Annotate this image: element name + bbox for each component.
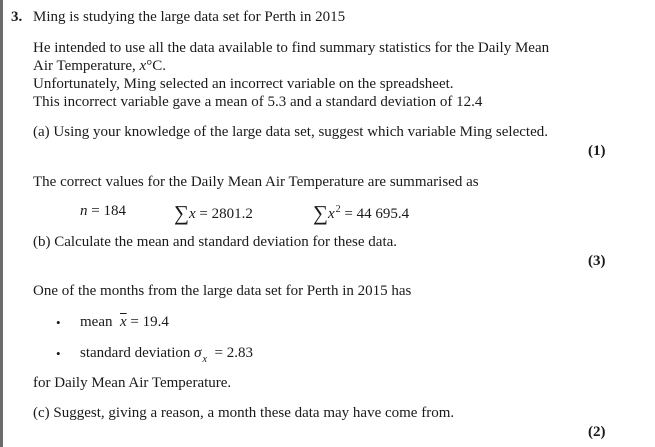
summary-intro: The correct values for the Daily Mean Air Temperature are summarised as [33, 174, 479, 190]
summary-sum-x [174, 203, 253, 223]
part-c-marks: (2) [588, 424, 606, 440]
mean-value: = 19.4 [130, 314, 169, 330]
part-a-marks: (1) [588, 143, 606, 159]
n-symbol: n [80, 203, 88, 219]
n-value: = 184 [91, 203, 126, 219]
sum-x2-var: x [327, 206, 335, 222]
variable-x: x [139, 58, 147, 74]
mean-label: mean [80, 314, 113, 330]
sum-x-value: = 2801.2 [199, 206, 253, 222]
part-c-text: (c) Suggest, giving a reason, a month these data may have come from. [33, 405, 455, 421]
x-bar-symbol: $\overline{x}$ [119, 314, 127, 330]
months-outro: for Daily Mean Air Temperature. [33, 375, 232, 391]
intro-line-4: This incorrect variable gave a mean of 5.3 and a standard deviation of 12.4 [33, 94, 483, 110]
intro-line-2-prefix: Air Temperature, [33, 58, 136, 74]
months-intro: One of the months from the large data set for Perth in 2015 has [33, 283, 412, 299]
sigma-subscript: x [202, 354, 207, 365]
question-heading: Ming is studying the large data set for Perth in 2015 [33, 9, 346, 25]
sd-value: = 2.83 [214, 345, 253, 361]
summary-sum-x2 [313, 203, 409, 224]
mean-line [80, 314, 169, 331]
bullet-mean: • [56, 315, 61, 330]
temperature-unit: °C. [146, 58, 166, 74]
summary-n [80, 203, 126, 220]
intro-line-1: He intended to use all the data available to find summary statistics for the Daily Mean [33, 40, 550, 56]
sum-x-var: x [188, 206, 196, 222]
intro-line-2 [33, 58, 166, 75]
question-number: 3. [11, 9, 23, 25]
part-b-text: (b) Calculate the mean and standard deviation for these data. [33, 234, 398, 250]
sigma-symbol: ∑ [313, 201, 328, 225]
sigma-symbol: ∑ [174, 201, 189, 225]
left-margin-rule [0, 0, 3, 447]
bullet-sd: • [56, 346, 61, 361]
sum-x2-power: 2 [335, 204, 341, 215]
sum-x2-value: = 44 695.4 [344, 206, 410, 222]
intro-line-3: Unfortunately, Ming selected an incorrect variable on the spreadsheet. [33, 76, 454, 92]
part-b-marks: (3) [588, 253, 606, 269]
sd-line [80, 345, 253, 363]
part-a-text: (a) Using your knowledge of the large data set, suggest which variable Ming selected. [33, 124, 548, 140]
sd-label: standard deviation [80, 345, 191, 361]
sigma-x-symbol: σ [194, 345, 202, 361]
